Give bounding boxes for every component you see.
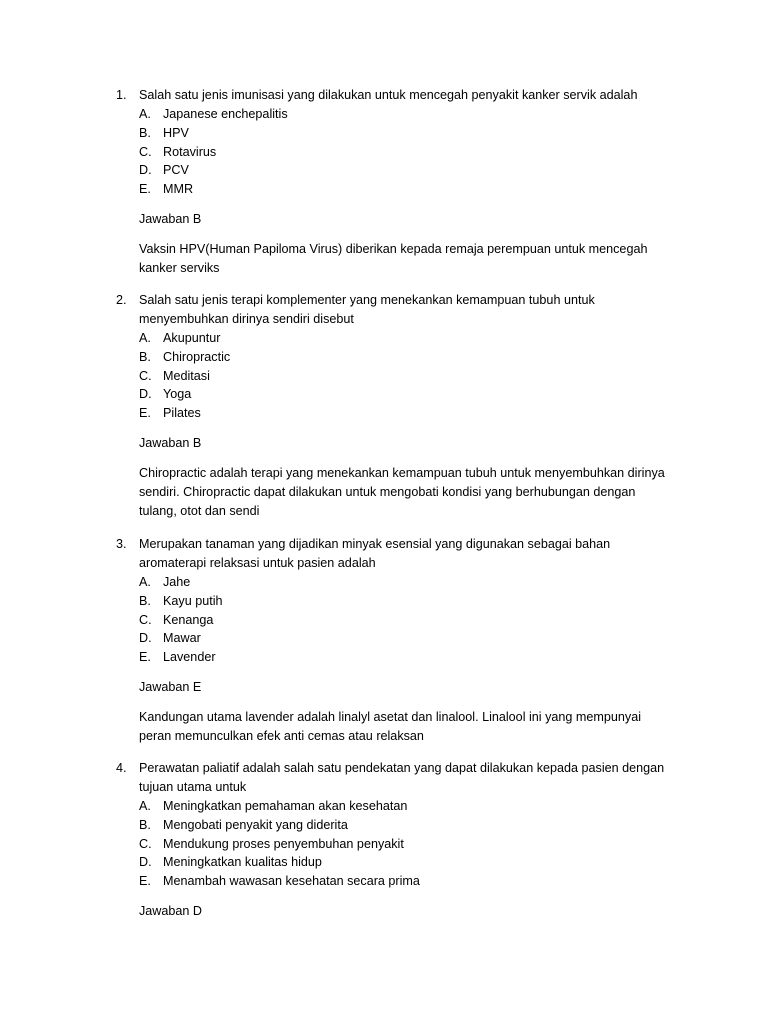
option-a [139,329,676,348]
option-text: Lavender [163,650,216,665]
option-d [139,629,676,648]
answer-explanation: Kandungan utama lavender adalah linalyl asetat dan linalool. Linalool ini yang mempunyai peran memunculkan efek anti cemas atau relaksan [139,709,641,743]
option-text: Mawar [163,631,201,646]
option-c [139,611,676,630]
option-text: Chiropractic [163,349,231,364]
option-letter: E. [139,406,151,421]
option-letter: D. [139,631,152,646]
option-list [139,329,676,423]
option-text: Mengobati penyakit yang diderita [163,817,348,832]
option-text: Yoga [163,387,192,402]
option-list [139,105,676,199]
option-a [139,797,676,816]
question-text: Merupakan tanaman yang dijadikan minyak esensial yang digunakan sebagai bahan aromaterapi relaksasi untuk pasien adalah [139,537,611,570]
option-a [139,573,676,592]
question-1 [116,86,676,278]
option-letter: E. [139,182,151,197]
option-text: HPV [163,125,189,140]
option-letter: A. [139,331,151,345]
answer-explanation: Chiropractic adalah terapi yang menekankan kemampuan tubuh untuk menyembuhkan dirinya sendiri. Chiropractic dapat dilakukan untuk mengobati kondisi yang berhubungan dengan tulang, otot dan sendi [139,465,665,518]
option-list [139,797,676,891]
option-letter: C. [139,368,152,383]
option-b [139,348,676,367]
option-text: Japanese enchepalitis [163,107,288,121]
answer-key: Jawaban B [139,435,202,450]
option-letter: B. [139,349,151,364]
question-stem [116,291,676,329]
option-text: Meningkatkan kualitas hidup [163,855,322,870]
option-text: Meditasi [163,368,210,383]
option-letter: D. [139,163,152,178]
question-4 [116,759,676,921]
option-text: Mendukung proses penyembuhan penyakit [163,836,404,851]
question-stem [116,759,676,797]
option-text: Rotavirus [163,144,217,159]
option-text: Menambah wawasan kesehatan secara prima [163,874,420,889]
answer-key: Jawaban B [139,211,202,226]
option-b [139,592,676,611]
option-text: Jahe [163,575,191,589]
question-stem [116,86,676,105]
option-a [139,105,676,124]
option-letter: C. [139,612,152,627]
option-text: Kenanga [163,612,214,627]
option-letter: B. [139,125,151,140]
question-number: 3. [116,537,127,551]
option-list [139,573,676,667]
option-text: Meningkatkan pemahaman akan kesehatan [163,799,408,813]
option-text: Akupuntur [163,331,221,345]
option-letter: B. [139,593,151,608]
option-letter: B. [139,817,151,832]
question-3 [116,535,676,746]
question-text: Perawatan paliatif adalah salah satu pendekatan yang dapat dilakukan kepada pasien dengan tujuan utama untuk [139,761,665,794]
option-d [139,853,676,872]
option-letter: C. [139,144,152,159]
question-stem [116,535,676,573]
option-letter: D. [139,387,152,402]
answer-key: Jawaban D [139,903,203,918]
option-c [139,367,676,386]
option-b [139,124,676,143]
option-e [139,872,676,891]
option-text: PCV [163,163,189,178]
question-number: 4. [116,761,127,775]
option-letter: D. [139,855,152,870]
option-text: Pilates [163,406,201,421]
option-e [139,180,676,199]
answer-key: Jawaban E [139,679,202,694]
option-e [139,648,676,667]
option-letter: A. [139,575,151,589]
option-letter: E. [139,650,151,665]
question-text: Salah satu jenis terapi komplementer yang menekankan kemampuan tubuh untuk menyembuhkan dirinya sendiri disebut [139,293,595,326]
question-number: 2. [116,293,127,307]
option-d [139,161,676,180]
question-2 [116,291,676,521]
option-text: Kayu putih [163,593,223,608]
option-letter: A. [139,107,151,121]
option-c [139,143,676,162]
option-letter: E. [139,874,151,889]
question-text: Salah satu jenis imunisasi yang dilakukan untuk mencegah penyakit kanker servik adalah [139,88,638,102]
option-d [139,385,676,404]
question-number: 1. [116,88,127,102]
option-c [139,835,676,854]
option-letter: C. [139,836,152,851]
option-text: MMR [163,182,194,197]
option-letter: A. [139,799,151,813]
answer-explanation: Vaksin HPV(Human Papiloma Virus) diberikan kepada remaja perempuan untuk mencegah kanker serviks [139,241,648,275]
option-b [139,816,676,835]
option-e [139,404,676,423]
